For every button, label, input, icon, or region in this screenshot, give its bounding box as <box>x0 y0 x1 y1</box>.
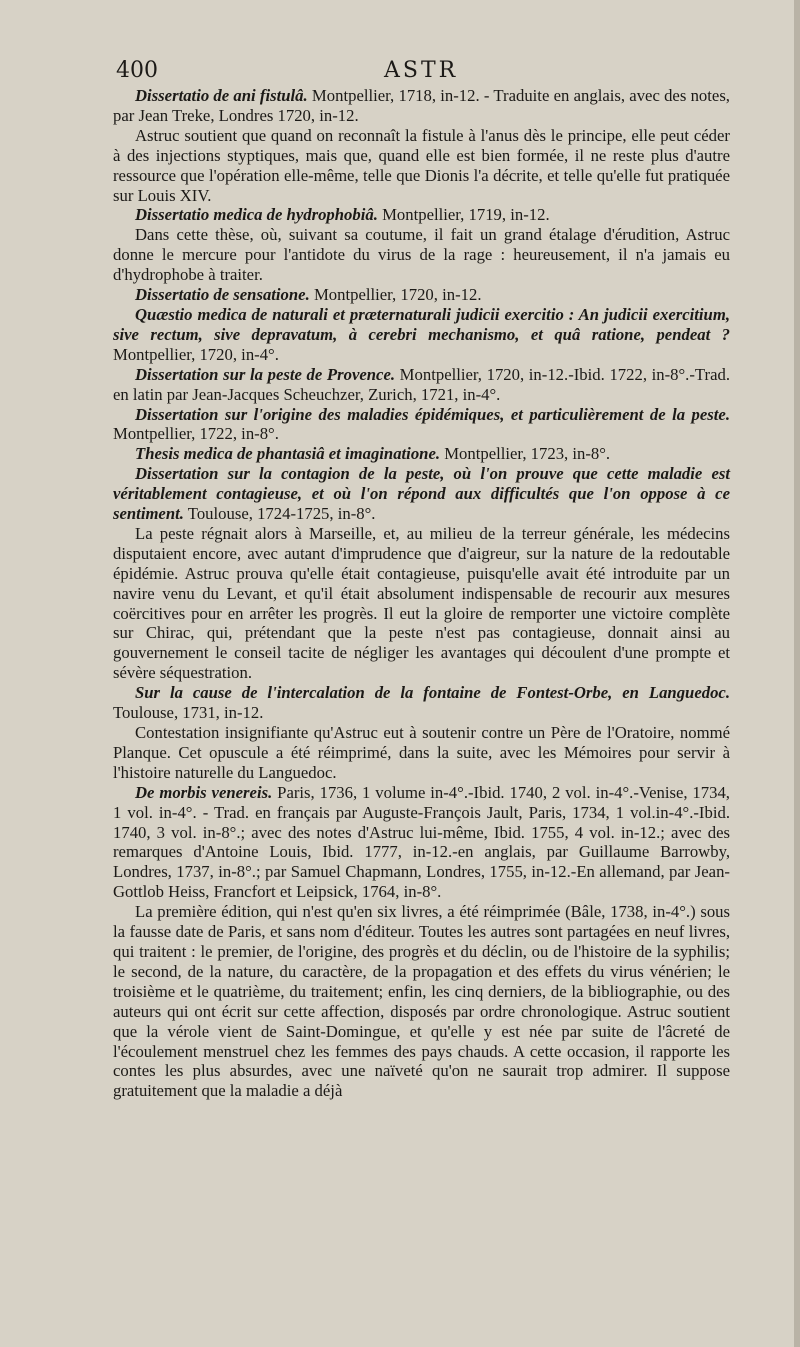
work-title: De morbis venereis. <box>135 782 273 802</box>
paragraph-text: Toulouse, 1731, in-12. <box>113 703 264 723</box>
work-title: Quæstio medica de naturali et præternaturali judicii exercitio : An judicii exercitium, sive rectum, sive depravatum, à cerebri mechanismo, et quâ ratione, pendeat ? <box>113 304 730 344</box>
paragraph <box>113 365 730 405</box>
work-title: Dissertation sur la contagion de la peste, où l'on prouve que cette maladie est véritablement contagieuse, et où l'on répond aux difficultés que l'on oppose à ce sentiment. <box>113 464 730 524</box>
paragraph <box>113 285 730 305</box>
paragraph <box>113 444 730 464</box>
body-text <box>113 86 730 1101</box>
paragraph-text: Montpellier, 1722, in-8°. <box>113 424 279 444</box>
paragraph <box>113 524 730 683</box>
paragraph <box>113 126 730 206</box>
page-edge <box>794 0 800 1347</box>
paragraph-text: Contestation insignifiante qu'Astruc eut à soutenir contre un Père de l'Oratoire, nommé Planque. Cet opuscule a été réimprimé, dans la suite, avec les Mémoires pour servir à l'histoire naturelle du Languedoc. <box>113 723 730 782</box>
paragraph-text: Dans cette thèse, où, suivant sa coutume, il fait un grand étalage d'érudition, Astruc donne le mercure pour l'antidote du virus de la rage : heureusement, il n'a jamais eu d'hydrophobe à traiter. <box>113 225 730 285</box>
paragraph <box>113 464 730 524</box>
running-head: ASTR <box>384 58 459 83</box>
work-title: Dissertatio medica de hydrophobiâ. <box>135 205 378 225</box>
work-title: Dissertatio de sensatione. <box>135 285 310 305</box>
paragraph-text: Montpellier, 1720, in-12. <box>309 285 482 305</box>
paragraph-text: Paris, 1736, 1 volume in-4°.-Ibid. 1740, 2 vol. in-4°.-Venise, 1734, 1 vol. in-4°. - Trad. en français par Auguste-François Jault, Paris, 1734, 1 vol.in-4°.-Ibid. 1740, 3 vol. in-8°.; avec des notes d'Astruc lui-même, Ibid. 1755, 4 vol. in-12.; avec des remarques d'Antoine Louis, Ibid. 1777, in-12.-en anglais, par Guillaume Barrowby, Londres, 1737, in-8°.; par Samuel Chapmann, Londres, 1755, in-12.-En allemand, par Jean-Gottlob Heiss, Francfort et Leipsick, 1764, in-8°. <box>113 782 730 902</box>
paragraph-text: Montpellier, 1723, in-8°. <box>440 444 611 464</box>
paragraph <box>113 683 730 723</box>
page-header <box>116 58 716 88</box>
paragraph <box>113 225 730 285</box>
paragraph <box>113 723 730 783</box>
paragraph-text: Toulouse, 1724-1725, in-8°. <box>183 504 376 524</box>
paragraph <box>113 86 730 126</box>
paragraph-text: Montpellier, 1720, in-4°. <box>113 344 279 364</box>
work-title: Dissertation sur l'origine des maladies épidémiques, et particulièrement de la peste. <box>135 404 730 424</box>
paragraph-text: La peste régnait alors à Marseille, et, au milieu de la terreur générale, les médecins disputaient encore, avec autant d'imprudence que d'aigreur, sur la nature de la redoutable épidémie. Astruc prouva qu'elle était contagieuse, puisqu'elle avait été introduite par un navire venu du Levant, et qu'il était absolument indispensable de recourir aux mesures coërcitives pour en arrêter les progrès. Il eut la gloire de remporter une victoire complète sur Chirac, qui, prétendant que la peste n'est pas contagieuse, donnait ainsi au gouvernement le conseil tacite de négliger les avantages qui découlent d'une prompte et sévère séquestration. <box>113 523 730 683</box>
paragraph-text: Montpellier, 1719, in-12. <box>377 205 550 225</box>
paragraph-text: Montpellier, 1720, in-12.-Ibid. 1722, in-8°.-Trad. en latin par Jean-Jacques Scheuchzer, Zurich, 1721, in-4°. <box>113 364 730 404</box>
page-number: 400 <box>116 58 158 83</box>
paragraph <box>113 783 730 902</box>
paragraph-text: Montpellier, 1718, in-12. - Traduite en anglais, avec des notes, par Jean Treke, Londres 1720, in-12. <box>113 86 730 125</box>
paragraph <box>113 305 730 365</box>
work-title: Dissertation sur la peste de Provence. <box>135 364 396 384</box>
paragraph <box>113 405 730 445</box>
work-title: Sur la cause de l'intercalation de la fontaine de Fontest-Orbe, en Languedoc. <box>135 683 730 703</box>
paragraph <box>113 902 730 1101</box>
work-title: Dissertatio de ani fistulâ. <box>135 86 308 105</box>
paragraph <box>113 205 730 225</box>
work-title: Thesis medica de phantasiâ et imaginatione. <box>135 444 441 464</box>
paragraph-text: La première édition, qui n'est qu'en six livres, a été réimprimée (Bâle, 1738, in-4°.) sous la fausse date de Paris, et sans nom d'éditeur. Toutes les autres sont partagées en neuf livres, qui traitent : le premier, de l'origine, des progrès et du déclin, ou de l'histoire de la syphilis; le second, de la nature, du caractère, de la propagation et des effets du virus vénérien; le troisième et le quatrième, du traitement; enfin, les cinq derniers, de la bibliographie, ou des auteurs qui ont écrit sur cette affection, disposés par ordre chronologique. Astruc soutient que la vérole vient de Saint-Domingue, et qu'elle y est née par suite de l'âcreté de l'écoulement menstruel chez les femmes des pays chauds. A cette occasion, il rapporte les contes les plus absurdes, avec une naïveté qu'on ne saurait trop admirer. Il suppose gratuitement que la maladie a déjà <box>113 902 730 1101</box>
paragraph-text: Astruc soutient que quand on reconnaît la fistule à l'anus dès le principe, elle peut céder à des injections styptiques, mais que, quand elle est bien formée, il ne reste plus d'autre ressource que l'opération elle-même, telle que Dionis l'a décrite, et telle qu'elle fut pratiquée sur Louis XIV. <box>113 125 730 205</box>
